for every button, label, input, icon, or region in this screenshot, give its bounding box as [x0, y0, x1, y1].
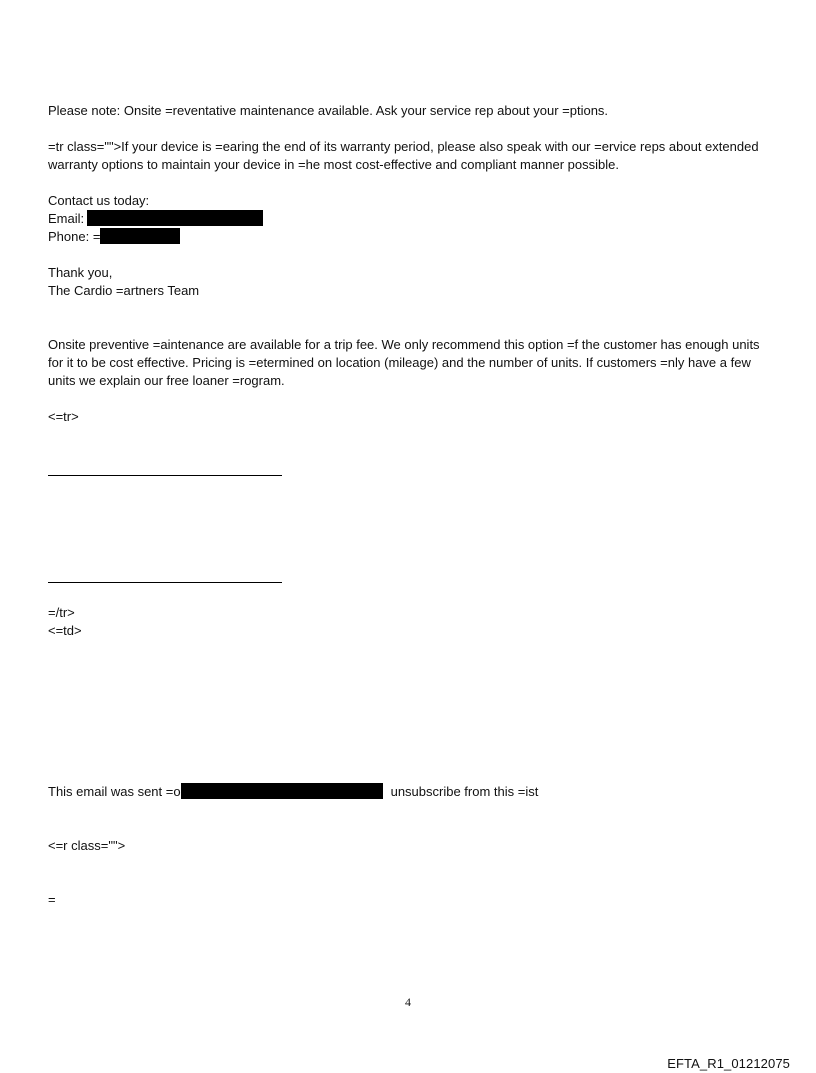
- divider-top: [48, 475, 282, 476]
- phone-redaction: [100, 228, 180, 244]
- bates-number: EFTA_R1_01212075: [667, 1056, 790, 1071]
- maintenance-note: Please note: Onsite =reventative maintenance available. Ask your service rep about your =ptions.: [48, 103, 609, 118]
- email-line: [48, 210, 263, 228]
- tr-close-tag: =/tr>: [48, 605, 75, 620]
- divider-bottom: [48, 582, 282, 583]
- phone-line: [48, 228, 180, 246]
- email-redaction: [87, 210, 263, 226]
- equals-line: =: [48, 892, 56, 907]
- tr-open-tag: <=tr>: [48, 409, 79, 424]
- closing-thanks: Thank you,: [48, 265, 113, 280]
- sent-line: [48, 783, 538, 801]
- contact-heading: Contact us today:: [48, 193, 150, 208]
- r-class-tag: <=r class="">: [48, 838, 126, 853]
- td-open-tag: <=td>: [48, 623, 82, 638]
- sent-prefix: This email was sent =o: [48, 784, 181, 799]
- email-label: Email:: [48, 211, 85, 226]
- team-signature: The Cardio =artners Team: [48, 283, 200, 298]
- page-number: 4: [405, 995, 411, 1009]
- onsite-paragraph: Onsite preventive =aintenance are available for a trip fee. We only recommend this option =f the customer has enough units for it to be cost effective. Pricing is =etermined on location (mileage) and the number of units. If customers =nly have a few units we explain our free loaner =rogram.: [48, 337, 760, 388]
- phone-label: Phone: =: [48, 229, 101, 244]
- recipient-redaction: [181, 783, 383, 799]
- warranty-paragraph: =tr class="">If your device is =earing the end of its warranty period, please also speak with our =ervice reps about extended warranty options to maintain your device in =he most cost-effective and compliant manner possible.: [48, 139, 759, 172]
- unsubscribe-text[interactable]: unsubscribe from this =ist: [390, 784, 539, 799]
